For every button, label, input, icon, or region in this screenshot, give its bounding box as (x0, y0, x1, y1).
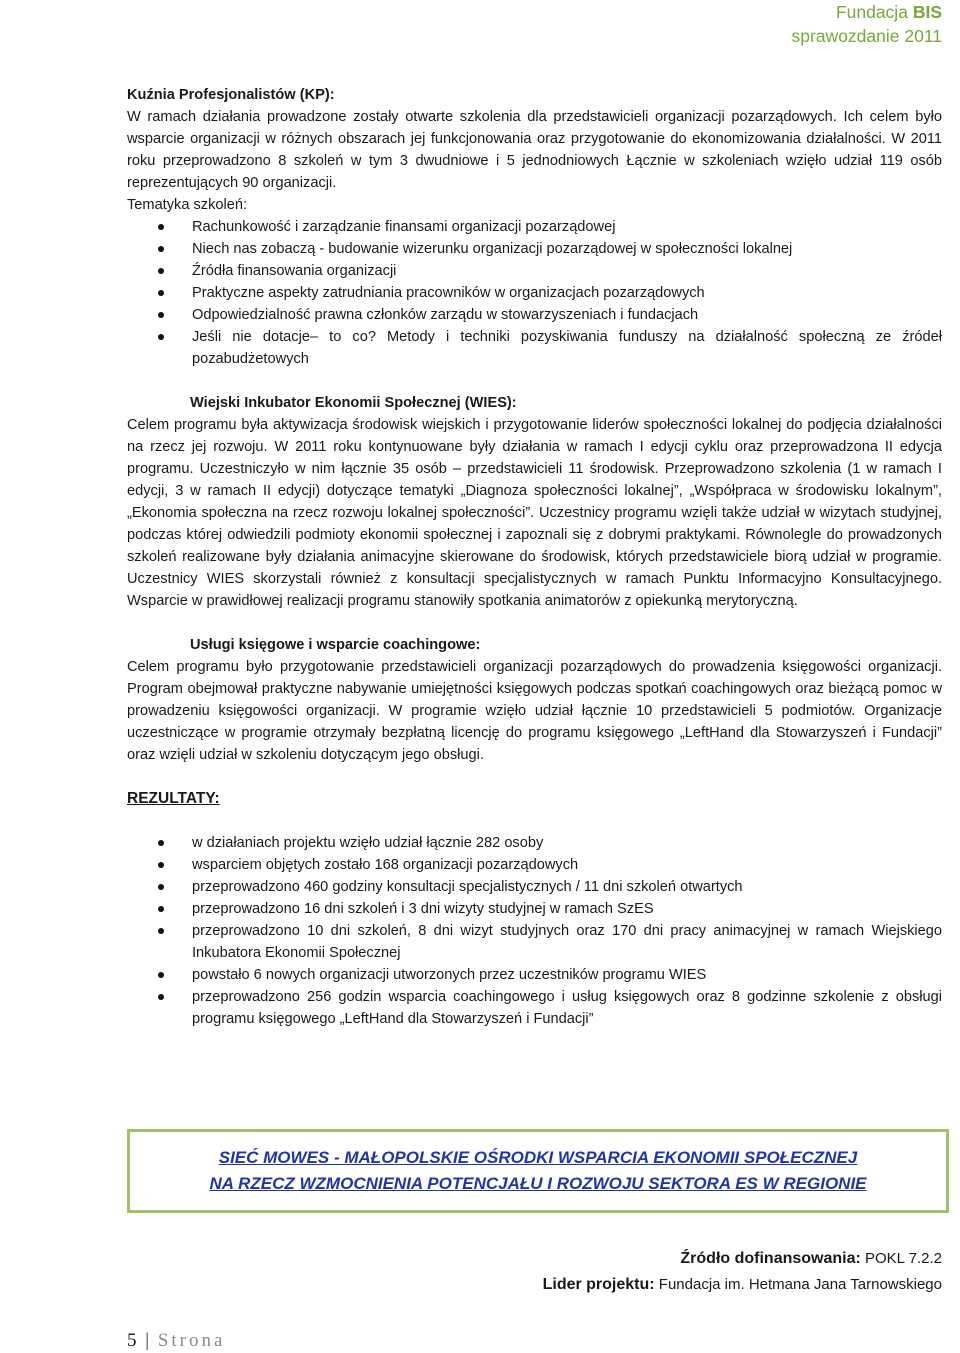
list-item: przeprowadzono 16 dni szkoleń i 3 dni wizyty studyjnej w ramach SzES (127, 898, 942, 920)
uslugi-paragraph: Celem programu było przygotowanie przedstawicieli organizacji pozarządowych do prowadzenia księgowości organizacji. Program obejmował praktyczne nabywanie umiejętności księgowych podczas spotkań coachingowych oraz bieżącą pomoc w prowadzeniu księgowości organizacji. W programie wzięło udział łącznie 10 przedstawicieli 5 podmiotów. Organizacje uczestniczące w programie otrzymały bezpłatną licencję do programu księgowego „LeftHand dla Stowarzyszeń i Fundacji” oraz wzięli udział w szkoleniu dotyczącym jego obsługi. (127, 659, 942, 763)
page-separator: | (145, 1330, 150, 1351)
header-org-strong: BIS (912, 2, 942, 22)
spacer (127, 370, 942, 392)
list-item: Rachunkowość i zarządzanie finansami organizacji pozarządowej (127, 216, 942, 238)
page-footer (127, 1330, 225, 1352)
project-leader-label: Lider projektu: (542, 1276, 655, 1293)
wies-title: Wiejski Inkubator Ekonomii Społecznej (WIES): (190, 395, 517, 411)
wies-paragraph: Celem programu była aktywizacja środowisk wiejskich i przygotowanie liderów społeczności lokalnej do podjęcia działalności na rzecz jej rozwoju. W 2011 roku kontynuowane były działania w ramach I edycji cyklu oraz przeprowadzona II edycja programu. Uczestniczyło w nim łącznie 35 osób – przedstawicieli 11 środowisk. Przeprowadzono szkolenia (1 w ramach I edycji, 3 w ramach II edycji) dotyczące tematyki „Diagnoza społeczności lokalnej”, „Współpraca w środowisku lokalnym”, „Ekonomia społeczna na rzecz rozwoju lokalnej społeczności”. Uczestnicy programu wzięli także udział w wizytach studyjnej, podczas której odwiedzili podmioty ekonomii społecznej i zapoznali się z dobrymi praktykami. Równolegle do prowadzonych szkoleń realizowane były działania animacyjne skierowane do środowisk, których przedstawiciele biorą udział w programie. Uczestnicy WIES skorzystali również z konsultacji specjalistycznych w ramach Punktu Informacyjno Konsultacyjnego. Wsparcie w prawidłowej realizacji programu stanowiły spotkania animatorów z opiekunką merytoryczną. (127, 417, 942, 609)
results-list (127, 832, 942, 1030)
list-item: powstało 6 nowych organizacji utworzonych przez uczestników programu WIES (127, 964, 942, 986)
header-report: sprawozdanie 2011 (791, 26, 942, 46)
list-item: Praktyczne aspekty zatrudniania pracowników w organizacjach pozarządowych (127, 282, 942, 304)
kp-title: Kuźnia Profesjonalistów (KP): (127, 87, 335, 103)
funding-source (543, 1246, 942, 1272)
main-content (127, 84, 942, 1030)
funding-info (543, 1246, 942, 1298)
spacer (127, 612, 942, 634)
page-label: Strona (157, 1330, 226, 1351)
list-item: Źródła finansowania organizacji (127, 260, 942, 282)
project-leader (543, 1272, 942, 1298)
results-title: REZULTATY: (127, 790, 220, 807)
list-item: Niech nas zobaczą - budowanie wizerunku organizacji pozarządowej w społeczności lokalnej (127, 238, 942, 260)
banner-line-2: NA RZECZ WZMOCNIENIA POTENCJAŁU I ROZWOJU SEKTORA ES W REGIONIE (209, 1174, 867, 1193)
funding-source-value: POKL 7.2.2 (865, 1250, 942, 1267)
page-number: 5 (127, 1330, 137, 1351)
header-org (792, 0, 942, 24)
kp-topics-label: Tematyka szkoleń: (127, 197, 248, 213)
mowes-banner (127, 1129, 949, 1213)
kp-paragraph: W ramach działania prowadzone zostały otwarte szkolenia dla przedstawicieli organizacji pozarządowych. Ich celem było wsparcie organizacji w różnych obszarach jej funkcjonowania oraz przygotowanie do ekonomizowania działalności. W 2011 roku przeprowadzono 8 szkoleń w tym 3 dwudniowe i 5 jednodniowych Łącznie w szkoleniach wzięło udział 119 osób reprezentujących 90 organizacji. (127, 109, 942, 191)
list-item: przeprowadzono 460 godziny konsultacji specjalistycznych / 11 dni szkoleń otwartych (127, 876, 942, 898)
list-item: przeprowadzono 256 godzin wsparcia coachingowego i usług księgowych oraz 8 godzinne szkolenie z obsługi programu księgowego „LeftHand dla Stowarzyszeń i Fundacji” (127, 986, 942, 1030)
list-item: przeprowadzono 10 dni szkoleń, 8 dni wizyt studyjnych oraz 170 dni pracy animacyjnej w ramach Wiejskiego Inkubatora Ekonomii Społecznej (127, 920, 942, 964)
header-org-prefix: Fundacja (835, 2, 908, 22)
project-leader-value: Fundacja im. Hetmana Jana Tarnowskiego (658, 1276, 942, 1293)
uslugi-title: Usługi księgowe i wsparcie coachingowe: (190, 637, 481, 653)
spacer (127, 810, 942, 832)
list-item: Jeśli nie dotacje– to co? Metody i techniki pozyskiwania funduszy na działalność społeczną ze źródeł pozabudżetowych (127, 326, 942, 370)
banner-line-1: SIEĆ MOWES - MAŁOPOLSKIE OŚRODKI WSPARCIA EKONOMII SPOŁECZNEJ (218, 1148, 858, 1167)
list-item: Odpowiedzialność prawna członków zarządu w stowarzyszeniach i fundacjach (127, 304, 942, 326)
kp-topics-list (127, 216, 942, 370)
list-item: wsparciem objętych zostało 168 organizacji pozarządowych (127, 854, 942, 876)
list-item: w działaniach projektu wzięło udział łącznie 282 osoby (127, 832, 942, 854)
page-header (792, 0, 942, 48)
funding-source-label: Źródło dofinansowania: (680, 1250, 861, 1267)
spacer (127, 766, 942, 788)
